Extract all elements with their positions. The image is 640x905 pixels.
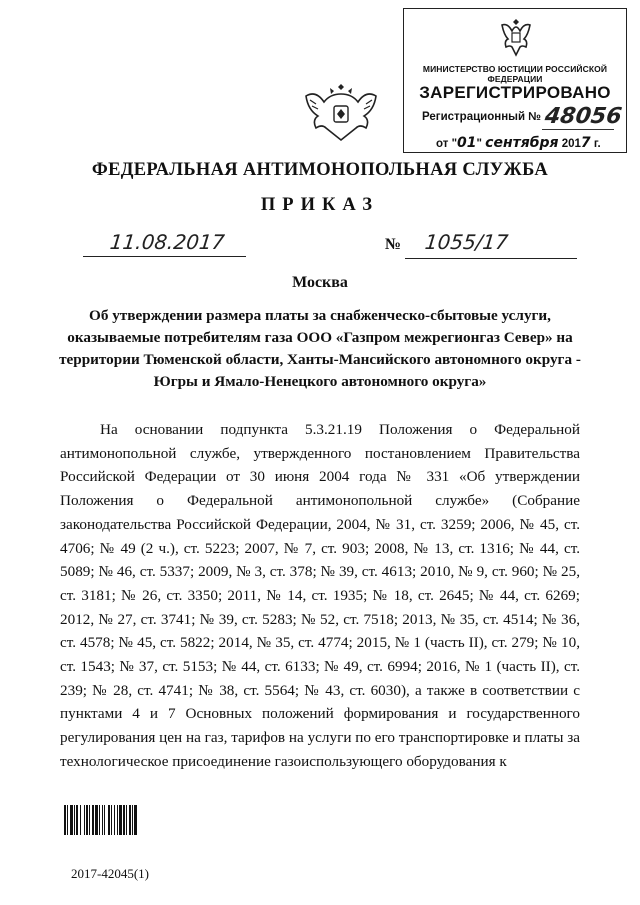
order-date: 11.08.2017 (108, 230, 226, 254)
document-type: ПРИКАЗ (260, 195, 380, 215)
date-suffix: г. (593, 138, 601, 150)
body-paragraph: На основании подпункта 5.3.21.19 Положения о Федеральной антимонопольной службе, утвержденного постановлением Правительства Российской Федерации от 30 июня 2004 года № 331 «Об утверждении Положения о Федеральной антимонопольной службе» (Собрание законодательства Российской Федерации, 2004, № 31, ст. 3259; 2006, № 45, ст. 4706; № 49 (2 ч.), ст. 5223; 2007, № 7, ст. 903; 2008, № 13, ст. 1316; № 44, ст. 5089; № 46, ст. 5337; 2009, № 3, ст. 378; № 39, ст. 4613; 2010, № 9, ст. 960; № 25, ст. 3181; № 26, ст. 3350; 2011, № 14, ст. 1935; № 18, ст. 2645; № 44, ст. 6269; 2012, № 27, ст. 3741; № 39, ст. 5283; № 52, ст. 7518; 2013, № 35, ст. 4514; № 36, ст. 4578; № 45, ст. 5822; 2014, № 35, ст. 4774; 2015, № 1 (часть II), ст. 279; № 10, ст. 1543; № 37, ст. 5153; № 44, ст. 6133; № 49, ст. 6994; 2016, № 1 (часть II), ст. 239; № 28, ст. 4741; № 38, ст. 5564; № 43, ст. 6030), а также в соответствии с пунктами 4 и 7 Основных положений формирования и государственного регулирования цен на газ, тарифов на услуги по его транспортировке и платы за технологическое присоединение газоиспользующего оборудования к (60, 421, 580, 770)
order-subject: Об утверждении размера платы за снабженческо-сбытовые услуги, оказываемые потребителям газа ООО «Газпром межрегионгаз Север» на территории Тюменской области, Ханты-Мансийского автономного округа - Югры и Ямало-Ненецкого автономного округа» (59, 307, 581, 390)
date-month: сентября (485, 135, 559, 151)
date-day: 01 (457, 135, 477, 151)
number-label: № (385, 236, 402, 253)
coat-of-arms-icon (300, 82, 382, 144)
ministry-name: МИНИСТЕРСТВО ЮСТИЦИИ РОССИЙСКОЙ ФЕДЕРАЦИИ (422, 64, 608, 84)
registration-date: от "01" сентября 2017 г. (436, 135, 601, 151)
registration-stamp (403, 8, 627, 153)
document-reference: 2017-42045(1) (71, 866, 149, 881)
agency-title: ФЕДЕРАЛЬНАЯ АНТИМОНОПОЛЬНАЯ СЛУЖБА (91, 160, 549, 180)
registration-label: Регистрационный № (422, 111, 542, 123)
registered-label: ЗАРЕГИСТРИРОВАНО (419, 83, 611, 102)
order-number: 1055/17 (423, 230, 510, 254)
barcode-icon (64, 805, 158, 835)
eagle-emblem-icon (496, 15, 536, 59)
registration-number: 48056 (543, 104, 624, 129)
date-prefix: от (436, 138, 449, 150)
city: Москва (292, 274, 348, 291)
date-underline (83, 256, 246, 257)
registration-underline (542, 129, 614, 130)
number-underline (405, 258, 577, 259)
date-year-suffix: 7 (580, 135, 591, 151)
date-year-prefix: 201 (561, 138, 581, 150)
